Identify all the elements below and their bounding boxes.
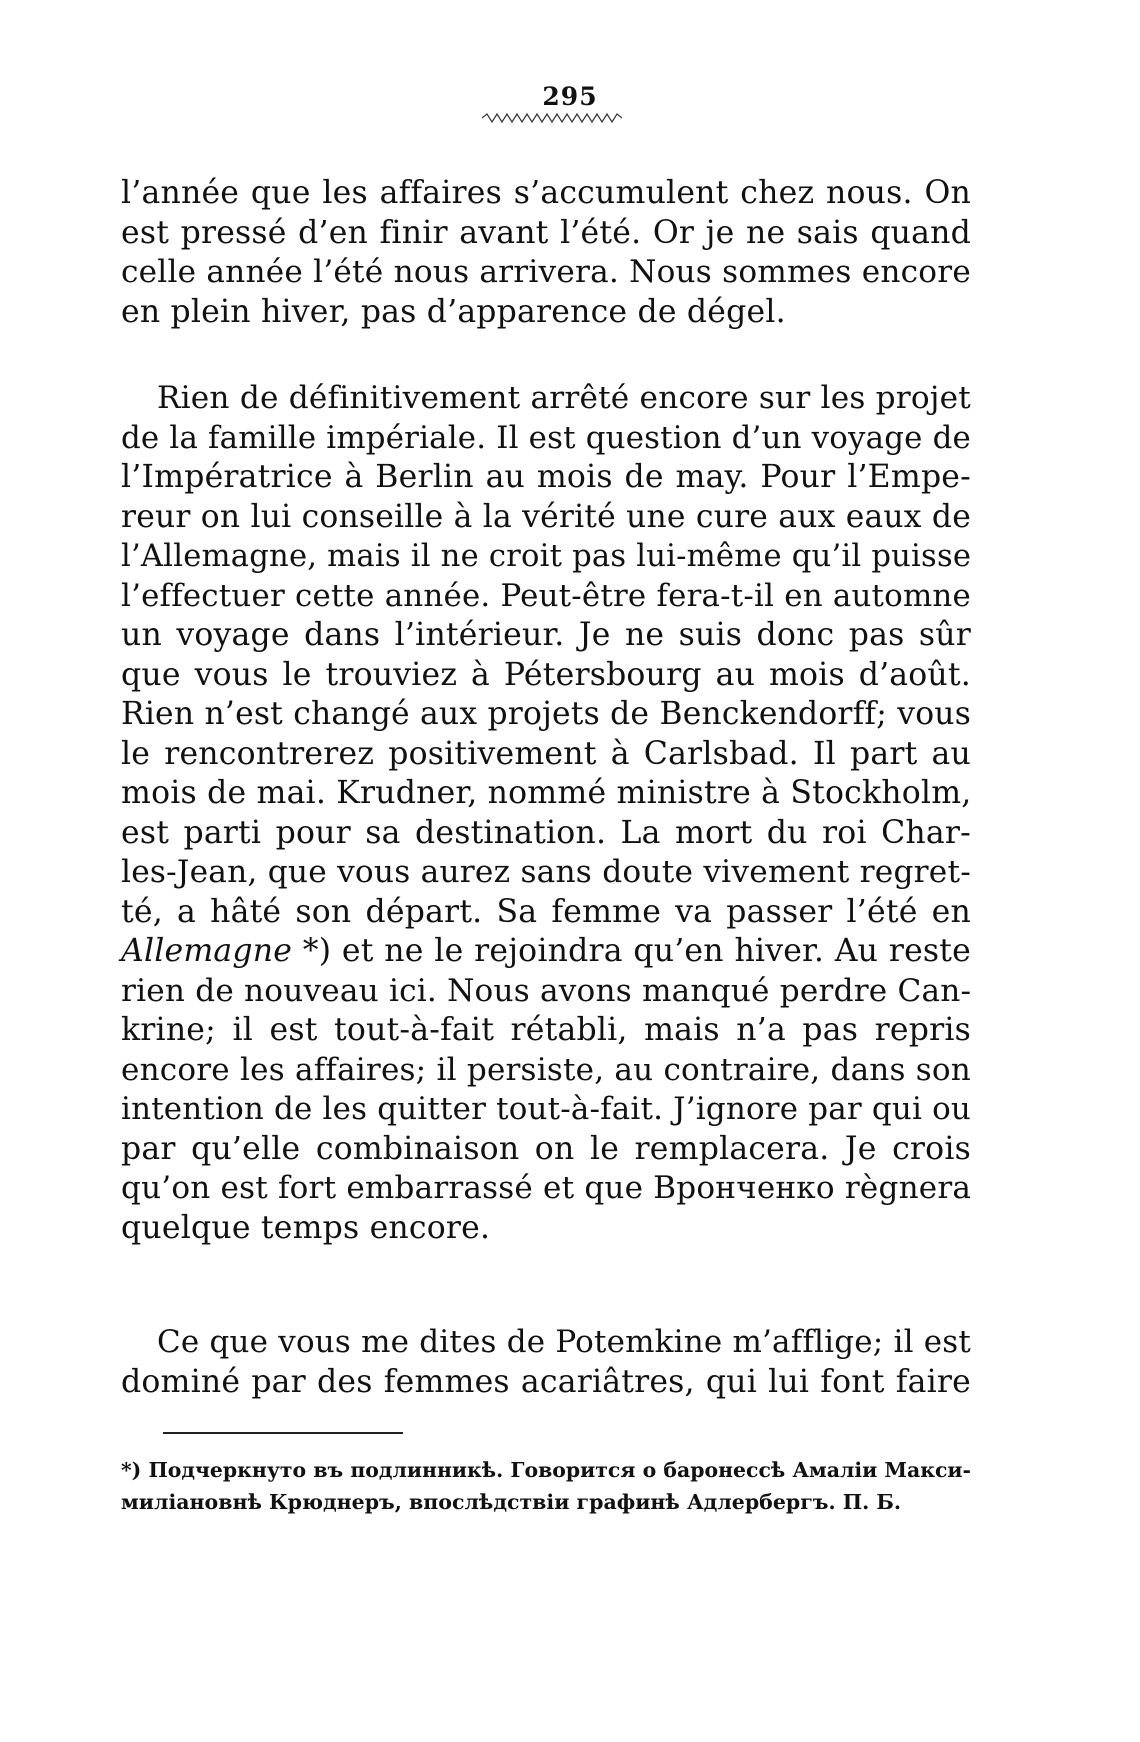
text-line: dominé par des femmes acariâtres, qui lui font faire — [121, 1363, 971, 1400]
italic-word: Allemagne — [121, 933, 293, 969]
text-line: encore les affaires; il persiste, au contraire, dans son — [121, 1051, 971, 1088]
text-line: mois de mai. Krudner, nommé ministre à Stockholm, — [121, 775, 972, 811]
footnote-divider — [163, 1432, 403, 1434]
footnote-line: *) Подчеркнуто въ подлинникѣ. Говорится о баронессѣ Амалiи Макси- — [121, 1458, 971, 1482]
page-number-ornament — [482, 113, 622, 123]
text-line: reur on lui conseille à la vérité une cure aux eaux de — [121, 498, 971, 535]
text-line-with-italic — [121, 932, 971, 972]
page-number: 295 — [542, 82, 598, 111]
text-line: qu’on est fort embarrassé et que Вронченко règnera — [121, 1170, 972, 1206]
text-line: est pressé d’en finir avant l’été. Or je ne sais quand — [121, 214, 971, 251]
text-line: Ce que vous me dites de Potemkine m’afflige; il est — [157, 1324, 971, 1360]
text-line: un voyage dans l’intérieur. Je ne suis donc pas sûr — [121, 617, 971, 653]
text-line: de la famille impériale. Il est question d’un voyage de — [121, 419, 971, 456]
footnote-marker: *) — [302, 933, 332, 969]
paragraph-1 — [121, 174, 971, 332]
paragraph-2 — [121, 379, 971, 1248]
text-line: Rien de définitivement arrêté encore sur les projet — [157, 380, 971, 416]
text-line: té, a hâté son départ. Sa femme va passer l’été en — [121, 893, 971, 930]
paragraph-3 — [121, 1323, 971, 1402]
text-line: est parti pour sa destination. La mort du roi Char- — [121, 814, 971, 851]
text-line: l’effectuer cette année. Peut-être fera-t-il en automne — [121, 577, 971, 614]
text-line: celle année l’été nous arrivera. Nous sommes encore — [121, 254, 971, 290]
text-line: Rien n’est changé aux projets de Benckendorff; vous — [121, 696, 971, 732]
text-line: par qu’elle combinaison on le remplacera. Je crois — [121, 1130, 971, 1167]
text-line: le rencontrerez positivement à Carlsbad. Il part au — [121, 735, 971, 772]
text-line: l’Allemagne, mais il ne croit pas lui-même qu’il puisse — [121, 539, 972, 574]
footnote-line: миліановнѣ Крюднеръ, впослѣдствiи графинѣ Адлербергъ. П. Б. — [121, 1490, 902, 1514]
text-line: quelque temps encore. — [121, 1209, 491, 1246]
text-line: rien de nouveau ici. Nous avons manqué perdre Can- — [121, 972, 972, 1009]
text-line: en plein hiver, pas d’apparence de dégel. — [121, 293, 786, 330]
text-line: les-Jean, que vous aurez sans doute vivement regret- — [121, 854, 971, 890]
text-line: intention de les quitter tout-à-fait. J’ignore par qui ou — [121, 1091, 971, 1127]
text-line: l’Impératrice à Berlin au mois de may. Pour l’Empe- — [121, 459, 971, 495]
text-line: l’année que les affaires s’accumulent chez nous. On — [121, 175, 971, 211]
text-line-rest: et ne le rejoindra qu’en hiver. Au reste — [341, 933, 972, 969]
text-line: krine; il est tout-à-fait rétabli, mais n’a pas repris — [121, 1012, 971, 1048]
text-line: que vous le trouviez à Pétersbourg au mois d’août. — [121, 656, 971, 693]
footnote — [121, 1454, 971, 1518]
